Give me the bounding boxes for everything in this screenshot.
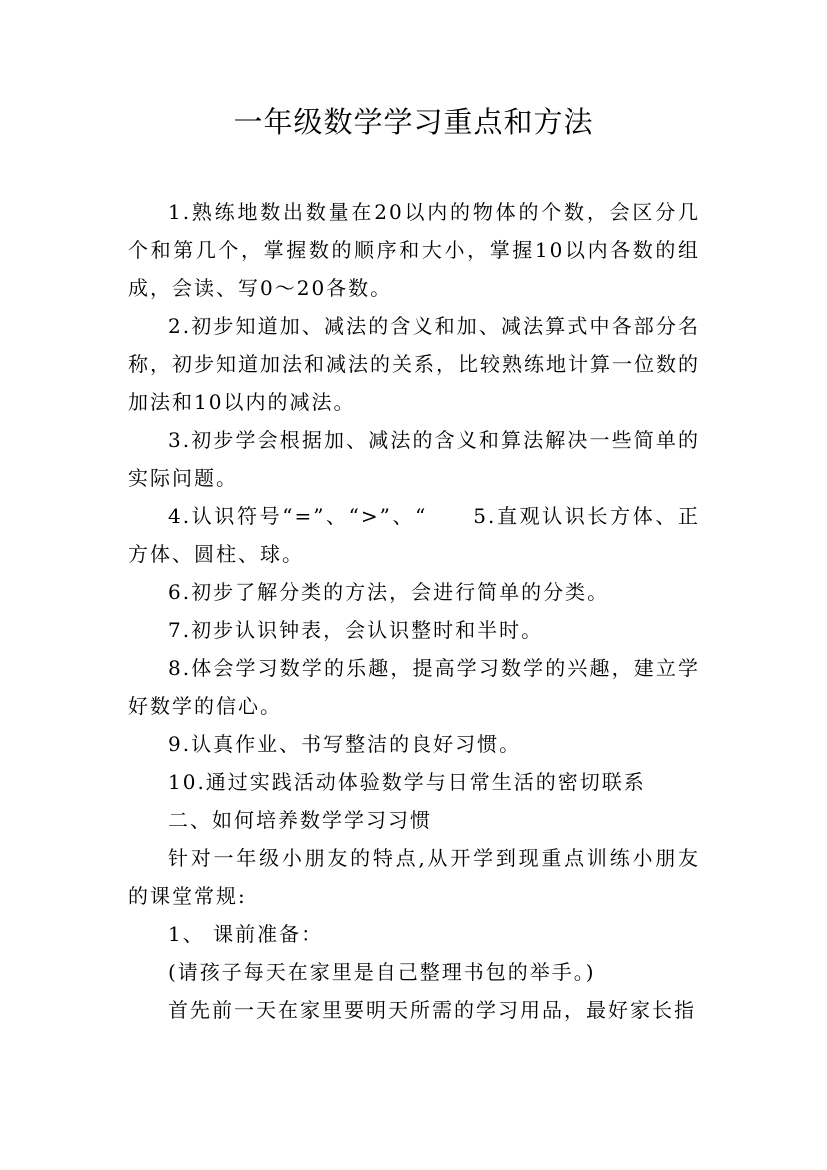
document-body [128, 193, 700, 1029]
paragraph-6: 7.初步认识钟表，会认识整时和半时。 [168, 618, 544, 642]
paragraph-1: 1.熟练地数出数量在20以内的物体的个数，会区分几个和第几个，掌握数的顺序和大小，掌握10以内各数的组成，会读、写0～20各数。 [128, 200, 700, 300]
paragraph-11: 针对一年级小朋友的特点,从开学到现重点训练小朋友的课堂常规: [128, 846, 700, 908]
subheading-class-prep: 1、 课前准备： [168, 922, 324, 946]
paragraph-13: (请孩子每天在家里是自己整理书包的举手。) [168, 960, 596, 984]
paragraph-14: 首先前一天在家里要明天所需的学习用品，最好家长指 [168, 998, 696, 1022]
paragraph-3: 3.初步学会根据加、减法的含义和算法解决一些简单的实际问题。 [128, 428, 700, 490]
paragraph-8: 9.认真作业、书写整洁的良好习惯。 [168, 732, 522, 756]
document-title: 一年级数学学习重点和方法 [233, 105, 594, 139]
paragraph-9: 10.通过实践活动体验数学与日常生活的密切联系 [168, 770, 646, 794]
paragraph-7: 8.体会学习数学的乐趣，提高学习数学的兴趣，建立学好数学的信心。 [128, 656, 700, 718]
paragraph-5: 6.初步了解分类的方法，会进行简单的分类。 [168, 580, 610, 604]
paragraph-2: 2.初步知道加、减法的含义和加、减法算式中各部分名称，初步知道加法和减法的关系，比较熟练地计算一位数的加法和10以内的减法。 [128, 314, 700, 414]
section-heading: 二、如何培养数学学习习惯 [168, 808, 432, 832]
paragraph-4: 4.认识符号“=”、“>”、“ 5.直观认识长方体、正方体、圆柱、球。 [128, 504, 700, 566]
